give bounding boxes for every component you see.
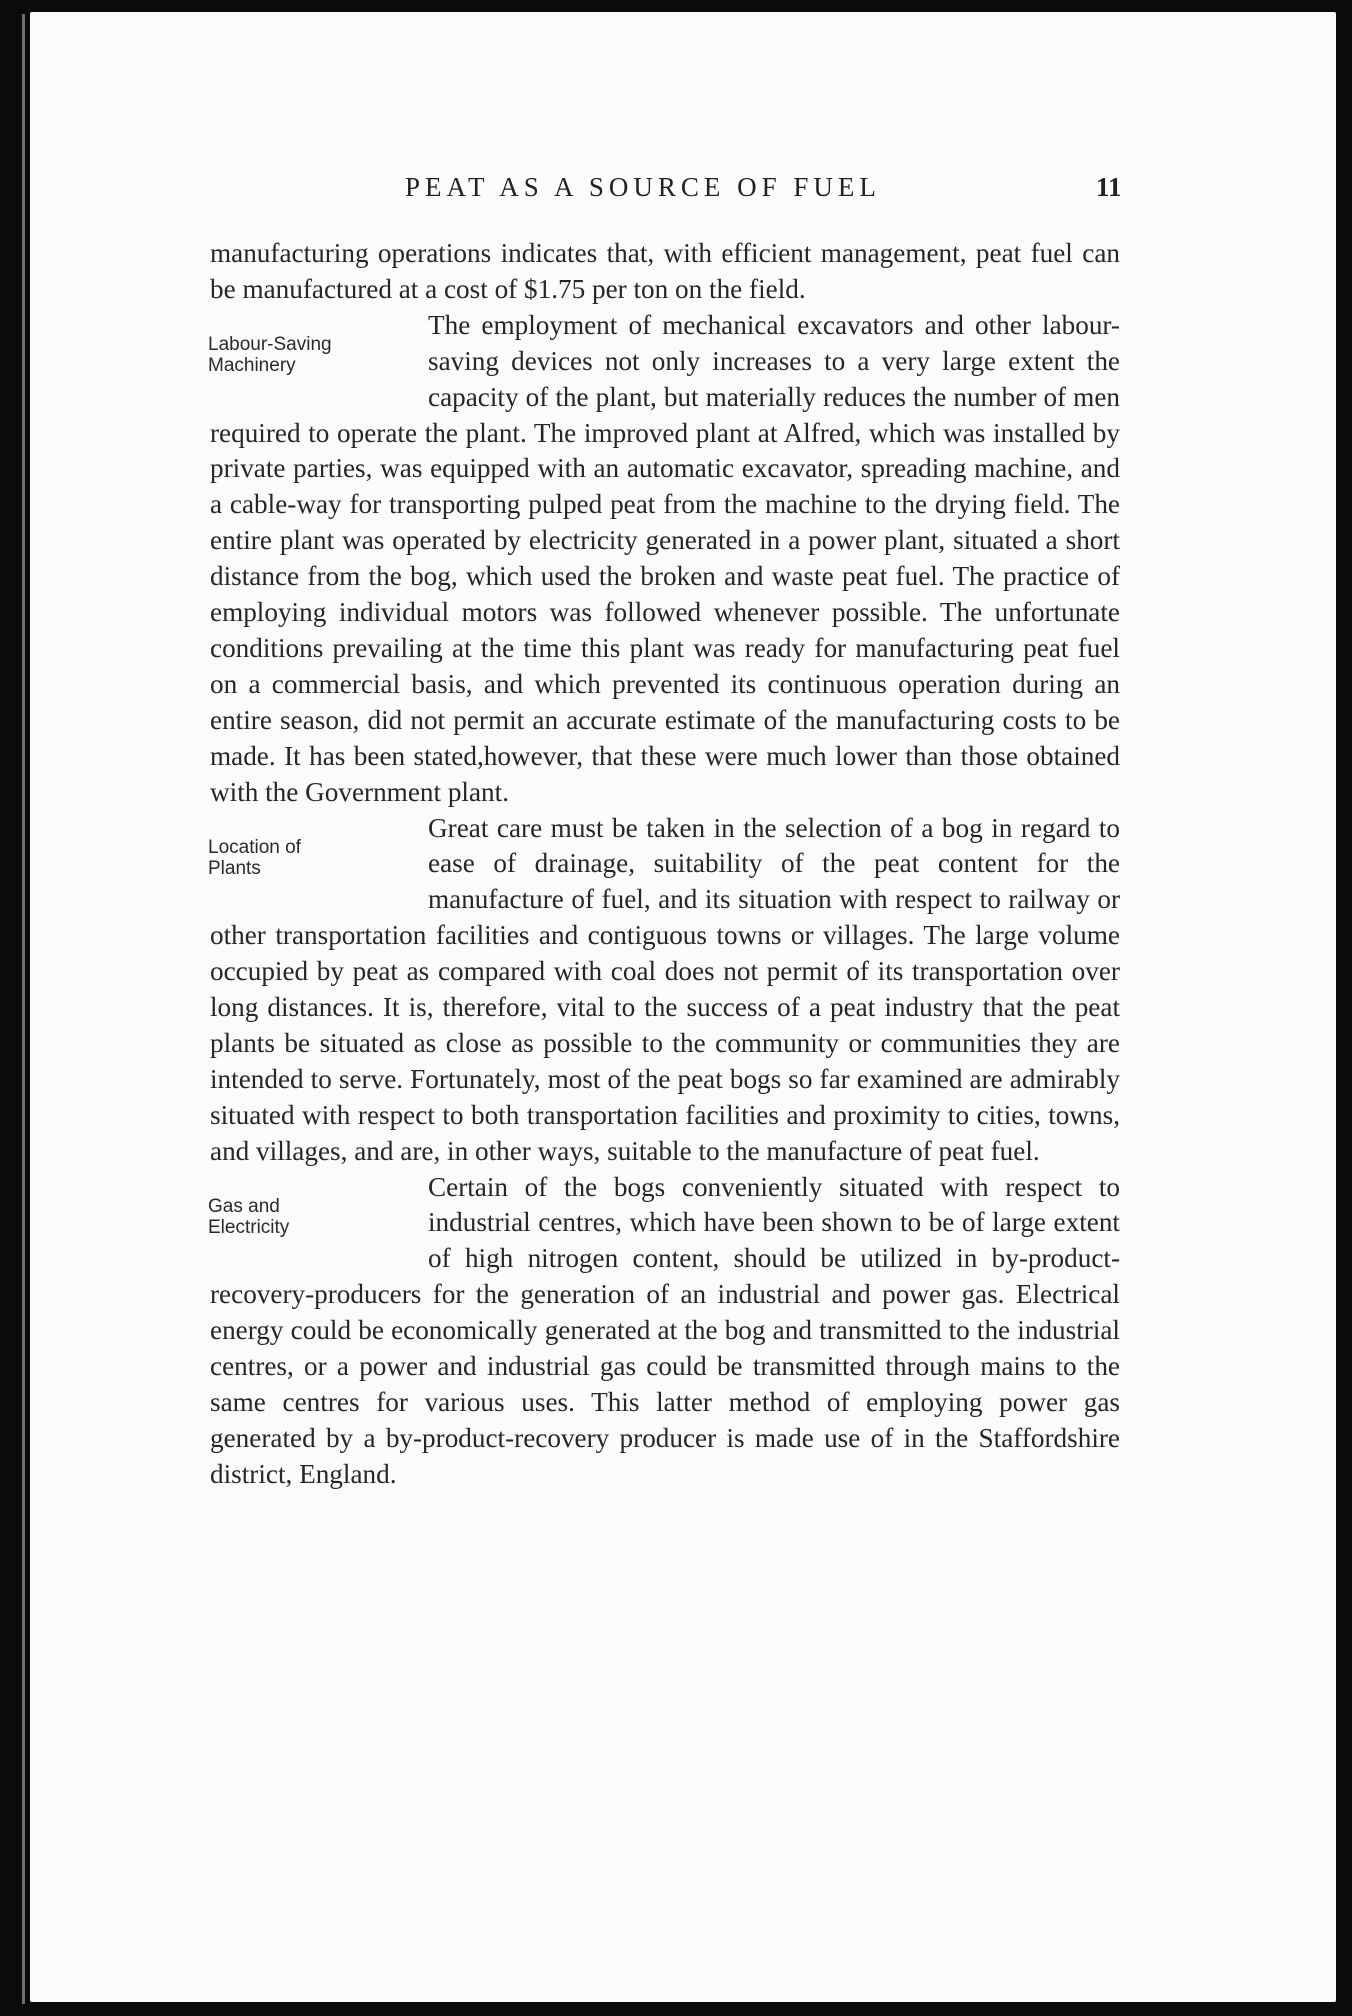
paragraph-location: Great care must be taken in the selection of a bog in regard to ease of drainage, suitability of the peat content for the manufacture of fuel, and its situation with respect to railway or other transportation facilities and contiguous towns or villages. The large volume occupied by peat as compared with coal does not permit of its transportation over long distances. It is, therefore, vital to the success of a peat industry that the peat plants be situated as close as possible to the community or communities they are intended to serve. Fortunately, most of the peat bogs so far examined are admirably situated with respect to both transportation facilities and proximity to cities, towns, and villages, and are, in other ways, suitable to the manufacture of peat fuel. xyxy=(210,812,1120,1166)
paragraph-continuation: manufacturing operations indicates that, with efficient management, peat fuel can be manufactured at a cost of $1.75 per ton on the field. xyxy=(210,238,1120,304)
paragraph-labour-saving: The employment of mechanical excavators and other labour-saving devices not only increases to a very large extent the capacity of the plant, but materially reduces the number of men required to operate the plant. The improved plant at Alfred, which was installed by private parties, was equipped with an automatic excavator, spreading machine, and a cable-way for transporting pulped peat from the machine to the drying field. The entire plant was operated by electricity generated in a power plant, situated a short distance from the bog, which used the broken and waste peat fuel. The practice of employing individual motors was followed whenever possible. The unfortunate conditions prevailing at the time this plant was ready for manufacturing peat fuel on a commercial basis, and which prevented its continuous operation during an entire season, did not permit an accurate estimate of the manufacturing costs to be made. It has been stated,however, that these were much lower than those obtained with the Government plant. xyxy=(210,309,1120,807)
sidenote-labour-saving: Labour-Saving Machinery xyxy=(208,333,332,376)
sidenote-gas-electricity: Gas and Electricity xyxy=(208,1195,290,1238)
page-number: 11 xyxy=(1096,172,1122,202)
body-text xyxy=(210,236,1120,1493)
book-page xyxy=(30,12,1336,2002)
sidenote-location: Location of Plants xyxy=(208,836,301,879)
section-location xyxy=(210,811,1120,1170)
section-labour-saving xyxy=(210,308,1120,811)
paragraph-gas-electricity: Certain of the bogs conveniently situated with respect to industrial centres, which have been shown to be of large extent of high nitrogen content, should be utilized in by-product-recovery-producers for the generation of an industrial and power gas. Electrical energy could be economically generated at the bog and transmitted to the industrial centres, or a power and industrial gas could be transmitted through mains to the same centres for various uses. This latter method of employing power gas generated by a by-product-recovery producer is made use of in the Staffordshire district, England. xyxy=(210,1171,1120,1489)
section-gas-electricity xyxy=(210,1170,1120,1493)
running-title: PEAT AS A SOURCE OF FUEL xyxy=(405,172,881,202)
page-header xyxy=(30,172,1336,212)
page-edge xyxy=(22,14,25,2004)
